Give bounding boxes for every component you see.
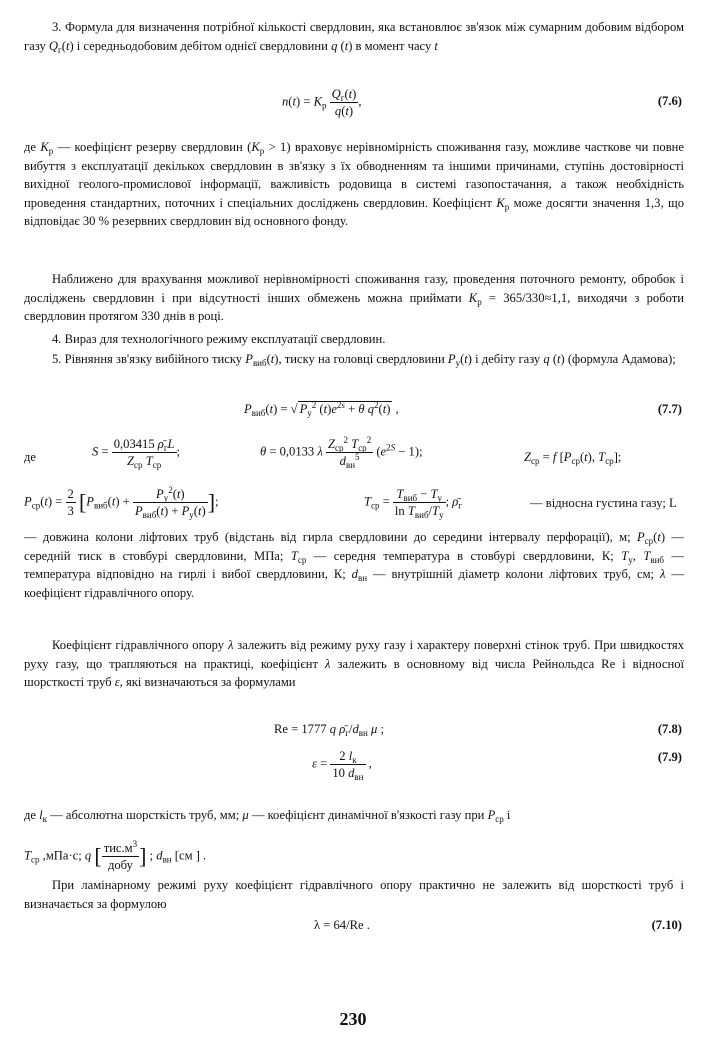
equation-number-7-8: (7.8): [657, 722, 682, 736]
formula-s: S = $\frac{0,03415 \rhō_гL}{Z_{ср} T_{ср}}$ ;: [92, 437, 181, 470]
paragraph-item-5: 5. Рівняння зв'язку вибійного тиску $P_{виб}(t)$, тиску на головці свердловини $P_у(t)$ і дебіту газу q (t) (формула Адамова);: [52, 352, 676, 368]
paragraph-item-4: 4. Вираз для технологічного режиму експлуатації свердловин.: [52, 332, 386, 346]
paragraph-laminar-regime: При ламінарному режимі руху коефіцієнт гідравлічного опору практично не залежить від шорсткості труб і визначається за формулою: [24, 878, 684, 911]
equation-number-7-7: (7.7): [657, 402, 682, 416]
equation-number-7-9: (7.9): [657, 750, 682, 764]
formula-7-10: λ = 64/Re .: [314, 918, 370, 932]
paragraph-kp-estimate: Наближено для врахування можливої нерівномірності споживання газу, проведення поточного ремонту, обробок і досліджень свердловин і при відсутності інших обмежень можна приймати $K_р = 365/330\approx 1,1$, виходячи з роботи свердловин протягом 330 днів в році.: [24, 272, 684, 324]
formula-7-9: ε = $\frac{2 l_к}{10 d_{вн}}$ ,: [312, 749, 372, 782]
units-expression: $T_{ср}$ ,мПа·с; q [ $\frac{тис.м^3}{\text{добу}}$ ] ; $d_{вн}$ [см ] .: [24, 839, 207, 872]
paragraph-kp-definition: де $K_р$ — коефіцієнт резерву свердловин $(K_р > 1)$ враховує нерівномірність споживання газу, можливе часткове чи повне вибуття з експлуатації декількох свердловин в зв'язку з їх обводненням та іншими причинами, ступінь достовірності вихідної геолого-промислової інформації, важливість родовища в системі газопостачання, а також необхідність проведення стандартних, поточних і спеціальних досліджень свердловин. Коефіцієнт $K_р$ може досягти значення 1,3, що відповідає 30 % резервних свердловин від основного фонду.: [24, 140, 685, 229]
paragraph-friction-coefficient: Коефіцієнт гідравлічного опору λ залежить від режиму руху газу і характеру поверхні стінок труб. При швидкостях руху газу, що трапляються на практиці, коефіцієнт λ залежить в основному від числа Рейнольдса Re і відносної шорсткості труб ε, які визначаються за формулами: [24, 638, 684, 690]
paragraph-variable-definitions: — довжина колони ліфтових труб (відстань від гирла свердловини до середини інтервалу перфорації), м; $P_{ср}(t)$ — середній тиск в стовбурі свердловини, МПа; $T_{ср}$ — середня температура в стовбурі свердловини, К; $T_у$, $T_{виб}$ — температура відповідно на гирлі і вибої свердловини, К; $d_{вн}$ — внутрішній діаметр колони ліфтових труб, см; λ — коефіцієнт гідравлічного опору.: [24, 530, 685, 600]
paragraph-roughness-definition: де $l_к$ — абсолютна шорсткість труб, мм; μ — коефіцієнт динамічної в'язкості газу при $P_{ср}$ і: [24, 808, 511, 824]
formula-7-7: $P_{виб}(t)$ = √ $P_у^2$ $(t)e^{2s} + \theta$ $q^2(t)$ ,: [244, 400, 399, 418]
formula-7-6: $n(t) = K_р$ $\frac{Q_г(t)}{q(t)}$ ,: [282, 87, 362, 118]
formula-tcp: $T_{ср}$ = $\frac{T_{виб} - T_у}{\ln T_{виб}/T_у}$ ; $\rhō_г$: [364, 487, 462, 520]
label-de: де: [24, 450, 36, 464]
page-number: 230: [339, 1009, 367, 1029]
equation-number-7-6: (7.6): [657, 94, 682, 108]
formula-theta: θ = 0,0133 λ $\frac{Z_{ср}^2 T_{ср}^2}{d_{вн}^5}$ $(e^{2S} - 1)$;: [260, 435, 423, 470]
formula-pcp: $P_{ср}(t)$ = $\frac{2}{3}$ [$P_{виб}(t)$ + $\frac{P_у^2(t)}{P_{виб}(t) + P_у(t)}$ ];: [24, 485, 219, 520]
paragraph-formula-intro: 3. Формула для визначення потрібної кількості свердловин, яка встановлює зв'язок між сумарним добовим відбором газу $Q_г(t)$ і середньодобовим дебітом однієї свердловини q (t) в момент часу t: [24, 20, 684, 55]
formula-z: $Z_{ср} = f$ [$P_{ср}(t)$, $T_{ср}$];: [524, 450, 622, 466]
equation-number-7-10: (7.10): [651, 918, 682, 932]
formula-7-8: Re = 1777 q $\rhō_г/d_{вн}$ μ ;: [274, 722, 384, 738]
text-relative-density: — відносна густина газу; L: [530, 496, 677, 510]
